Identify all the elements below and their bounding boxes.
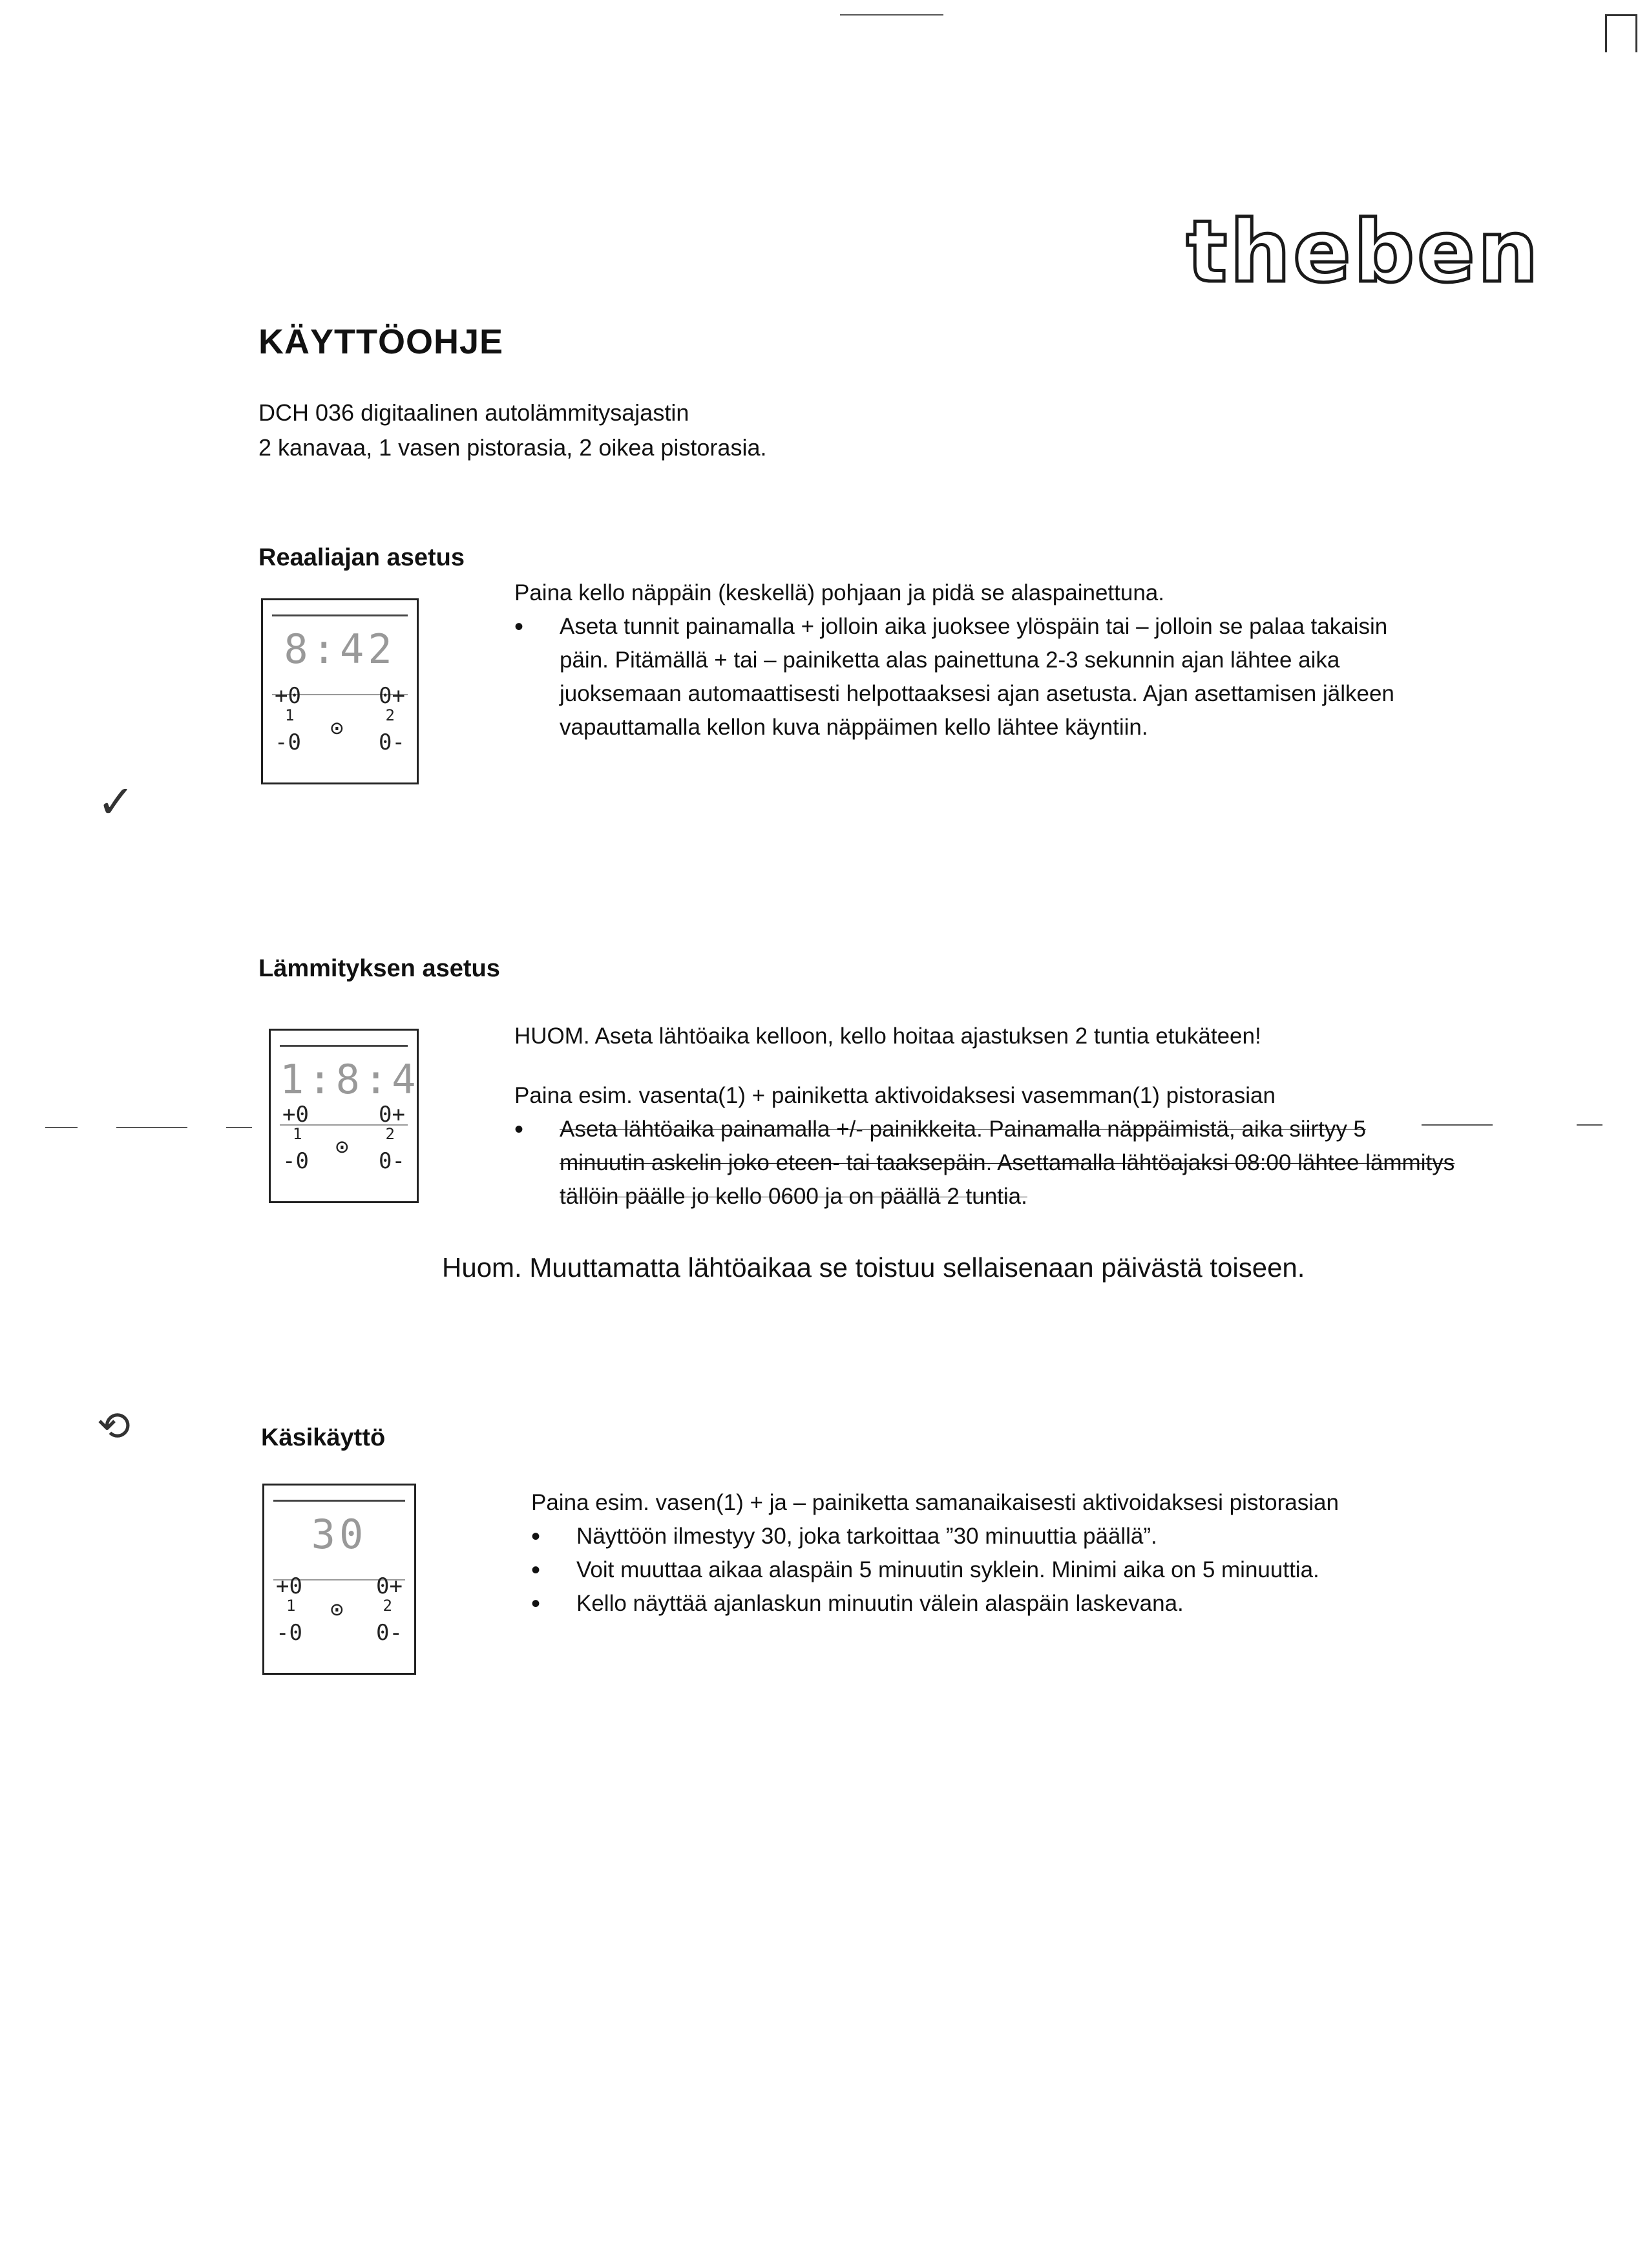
- channel-1-label: 1: [286, 1597, 296, 1615]
- device-buttons: [273, 1573, 405, 1657]
- clock-button-icon: ⊙: [330, 715, 344, 741]
- plus-right-button-icon: 0+: [379, 1102, 405, 1128]
- channel-2-label: 2: [385, 706, 395, 724]
- scan-dash: [226, 1127, 252, 1128]
- section-body-manual: [531, 1486, 1462, 1621]
- channel-2-label: 2: [385, 1125, 395, 1143]
- bullet-item: • Kello näyttää ajanlaskun minuutin välein alaspäin laskevana.: [576, 1587, 1462, 1621]
- handwritten-mark: ✓: [97, 777, 135, 827]
- minus-right-button-icon: 0-: [379, 730, 405, 755]
- device-display: [273, 1500, 405, 1580]
- section-body-heating: [514, 1020, 1458, 1213]
- section-body-real-time: [514, 576, 1419, 744]
- section-title-heating: Lämmityksen asetus: [258, 955, 500, 982]
- corner-mark: [1605, 14, 1637, 52]
- plus-left-button-icon: +0: [275, 683, 301, 709]
- section-footnote: Huom. Muuttamatta lähtöaikaa se toistuu sellaisenaan päivästä toiseen.: [442, 1252, 1305, 1283]
- display-digits: 1:8:4: [280, 1056, 420, 1103]
- display-digits: 30: [311, 1511, 368, 1558]
- bullet-item: • Voit muuttaa aikaa alaspäin 5 minuutin syklein. Minimi aika on 5 minuuttia.: [576, 1553, 1462, 1587]
- document-intro: [258, 395, 766, 465]
- channel-1-label: 1: [293, 1125, 302, 1143]
- minus-right-button-icon: 0-: [379, 1148, 405, 1174]
- section-intro: Paina esim. vasenta(1) + painiketta aktivoidaksesi vasemman(1) pistorasian: [514, 1083, 1276, 1108]
- minus-left-button-icon: -0: [276, 1620, 302, 1646]
- section-title-real-time: Reaaliajan asetus: [258, 544, 465, 571]
- bullet-list: [514, 610, 1419, 744]
- section-intro: Paina esim. vasen(1) + ja – painiketta samanaikaisesti aktivoidaksesi pistorasian: [531, 1490, 1339, 1515]
- document-title: KÄYTTÖOHJE: [258, 322, 504, 361]
- minus-left-button-icon: -0: [275, 730, 301, 755]
- plus-right-button-icon: 0+: [376, 1573, 403, 1599]
- device-diagram-real-time: [261, 598, 419, 784]
- scan-dash: [45, 1127, 78, 1128]
- intro-line-2: 2 kanavaa, 1 vasen pistorasia, 2 oikea pistorasia.: [258, 434, 767, 461]
- plus-left-button-icon: +0: [282, 1102, 309, 1128]
- bullet-item: • Aseta tunnit painamalla + jolloin aika juoksee ylöspäin tai – jolloin se palaa takaisin päin. Pitämällä + tai – painiketta alas painettuna 2-3 sekunnin ajan lähtee aika juoksemaan automaattisesti helpottaaksesi ajan asetusta. Ajan asettamisen jälkeen vapauttamalla kellon kuva näppäimen kello lähtee käyntiin.: [560, 610, 1419, 744]
- brand-wordmark: theben: [1186, 202, 1541, 302]
- clock-button-icon: ⊙: [330, 1597, 344, 1622]
- channel-2-label: 2: [383, 1597, 392, 1615]
- section-title-manual: Käsikäyttö: [261, 1424, 386, 1451]
- plus-left-button-icon: +0: [276, 1573, 302, 1599]
- intro-line-1: DCH 036 digitaalinen autolämmitysajastin: [258, 399, 689, 426]
- display-digits: 8:42: [284, 625, 396, 673]
- top-rule: [840, 14, 943, 16]
- clock-button-icon: ⊙: [335, 1134, 349, 1160]
- scan-dash: [116, 1127, 187, 1128]
- bullet-item: • Näyttöön ilmestyy 30, joka tarkoittaa ”30 minuuttia päällä”.: [576, 1520, 1462, 1553]
- section-intro: Paina kello näppäin (keskellä) pohjaan ja pidä se alaspainettuna.: [514, 580, 1164, 605]
- section-note: HUOM. Aseta lähtöaika kelloon, kello hoitaa ajastuksen 2 tuntia etukäteen!: [514, 1024, 1261, 1049]
- handwritten-mark: ⟲: [97, 1404, 131, 1449]
- device-buttons: [280, 1102, 408, 1186]
- plus-right-button-icon: 0+: [379, 683, 405, 709]
- channel-1-label: 1: [285, 706, 295, 724]
- minus-left-button-icon: -0: [282, 1148, 309, 1174]
- bullet-list: [531, 1520, 1462, 1621]
- scan-dash: [1577, 1124, 1602, 1126]
- minus-right-button-icon: 0-: [376, 1620, 403, 1646]
- device-diagram-heating: [269, 1029, 419, 1203]
- bullet-item: • Aseta lähtöaika painamalla +/- painikkeita. Painamalla näppäimistä, aika siirtyy 5 minuutin askelin joko eteen- tai taaksepäin. Asettamalla lähtöajaksi 08:00 lähtee lämmitys tällöin päälle jo kello 0600 ja on päällä 2 tuntia.: [560, 1113, 1458, 1213]
- bullet-list: [514, 1113, 1458, 1213]
- device-buttons: [272, 683, 408, 767]
- theben-logo: [1186, 202, 1541, 302]
- device-diagram-manual: [262, 1484, 416, 1675]
